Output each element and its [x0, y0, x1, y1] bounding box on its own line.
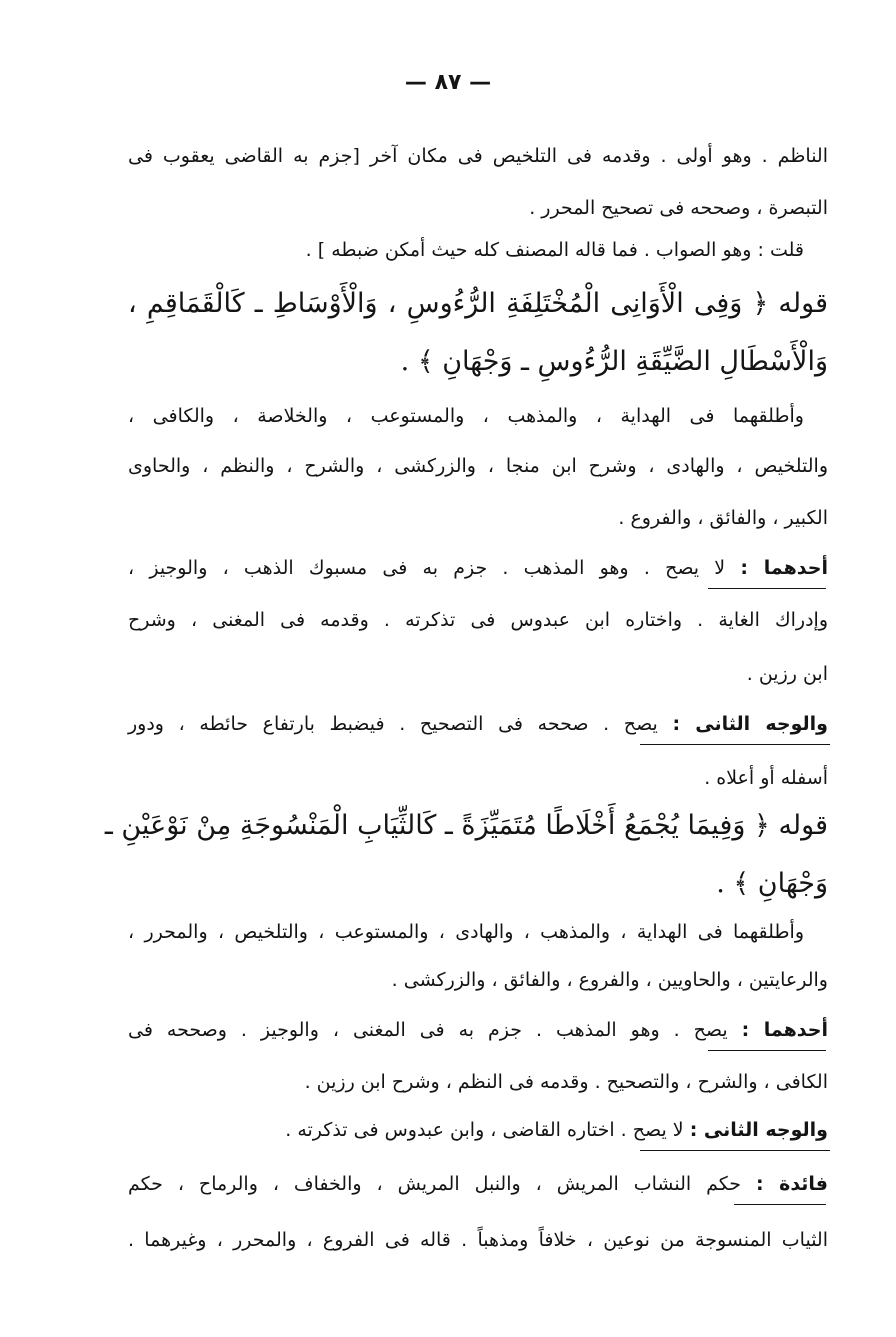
text-line-20: والوجه الثانى : لا يصح . اختاره القاضى ، وابن عبدوس فى تذكرته . [285, 1119, 828, 1141]
term-label: فائدة : [755, 1173, 828, 1195]
text-line-7: والتلخيص ، والهادى ، وشرح ابن منجا ، والزركشى ، والشرح ، والنظم ، والحاوى [128, 455, 828, 477]
text-line-11: ابن رزين . [746, 663, 828, 685]
text-line-10: وإدراك الغاية . واختاره ابن عبدوس فى تذكرته . وقدمه فى المغنى ، وشرح [128, 609, 828, 631]
underline-rule [734, 1204, 826, 1205]
text-line-21: فائدة : حكم النشاب المريش ، والنبل المريش ، والخفاف ، والرماح ، حكم [128, 1173, 828, 1195]
term-label: أحدهما : [741, 1019, 828, 1041]
underline-rule [640, 1150, 830, 1151]
quote-line-4: وَجْهَانِ ﴾ . [716, 868, 828, 899]
text-line-12: والوجه الثانى : يصح . صححه فى التصحيح . فيضبط بارتفاع حائطه ، ودور [128, 713, 828, 735]
text-line-3: قلت : وهو الصواب . فما قاله المصنف كله حيث أمكن ضبطه ] . [305, 239, 804, 261]
text-line-13: أسفله أو أعلاه . [704, 767, 828, 789]
term-label: والوجه الثانى : [672, 713, 828, 735]
text-line-22: الثياب المنسوجة من نوعين ، خلافاً ومذهباً . قاله فى الفروع ، والمحرر ، وغيرهما . [128, 1229, 828, 1251]
term-label: والوجه الثانى : [689, 1119, 828, 1141]
underline-rule [640, 744, 830, 745]
quote-line-2: وَالْأَسْطَالِ الضَّيِّقَةِ الرُّءُوسِ ـ وَجْهَانِ ﴾ . [400, 346, 828, 377]
text-line-6: وأطلقهما فى الهداية ، والمذهب ، والمستوعب ، والخلاصة ، والكافى ، [128, 405, 804, 427]
text-line-19: الكافى ، والشرح ، والتصحيح . وقدمه فى النظم ، وشرح ابن رزين . [304, 1071, 828, 1093]
text-line-18: أحدهما : يصح . وهو المذهب . جزم به فى المغنى ، والوجيز . وصححه فى [128, 1019, 828, 1041]
text-line-9: أحدهما : لا يصح . وهو المذهب . جزم به فى مسبوك الذهب ، والوجيز ، [128, 557, 828, 579]
underline-rule [708, 1050, 826, 1051]
quote-line-3: قوله ﴿ وَفِيمَا يُجْمَعُ أَخْلَاطًا مُتَمَيِّزَةً ـ كَالثِّيَابِ الْمَنْسُوجَةِ مِنْ نَوْعَيْنِ ـ [104, 810, 828, 841]
text-line-17: والرعايتين ، والحاويين ، والفروع ، والفائق ، والزركشى . [391, 969, 828, 991]
text-line-2: التبصرة ، وصححه فى تصحيح المحرر . [529, 197, 828, 219]
term-label: أحدهما : [740, 557, 828, 579]
text-line-16: وأطلقهما فى الهداية ، والمذهب ، والهادى ، والمستوعب ، والتلخيص ، والمحرر ، [128, 921, 804, 943]
text-line-8: الكبير ، والفائق ، والفروع . [618, 507, 828, 529]
quote-line-1: قوله ﴿ وَفِى الْأَوَانِى الْمُخْتَلِفَةِ الرُّءُوسِ ، وَالْأَوْسَاطِ ـ كَالْقَمَاقِمِ ، [128, 288, 828, 319]
underline-rule [708, 588, 826, 589]
text-line-1: الناظم . وهو أولى . وقدمه فى التلخيص فى مكان آخر [جزم به القاضى يعقوب فى [128, 145, 828, 167]
page-number: — ٨٧ — [404, 70, 492, 95]
